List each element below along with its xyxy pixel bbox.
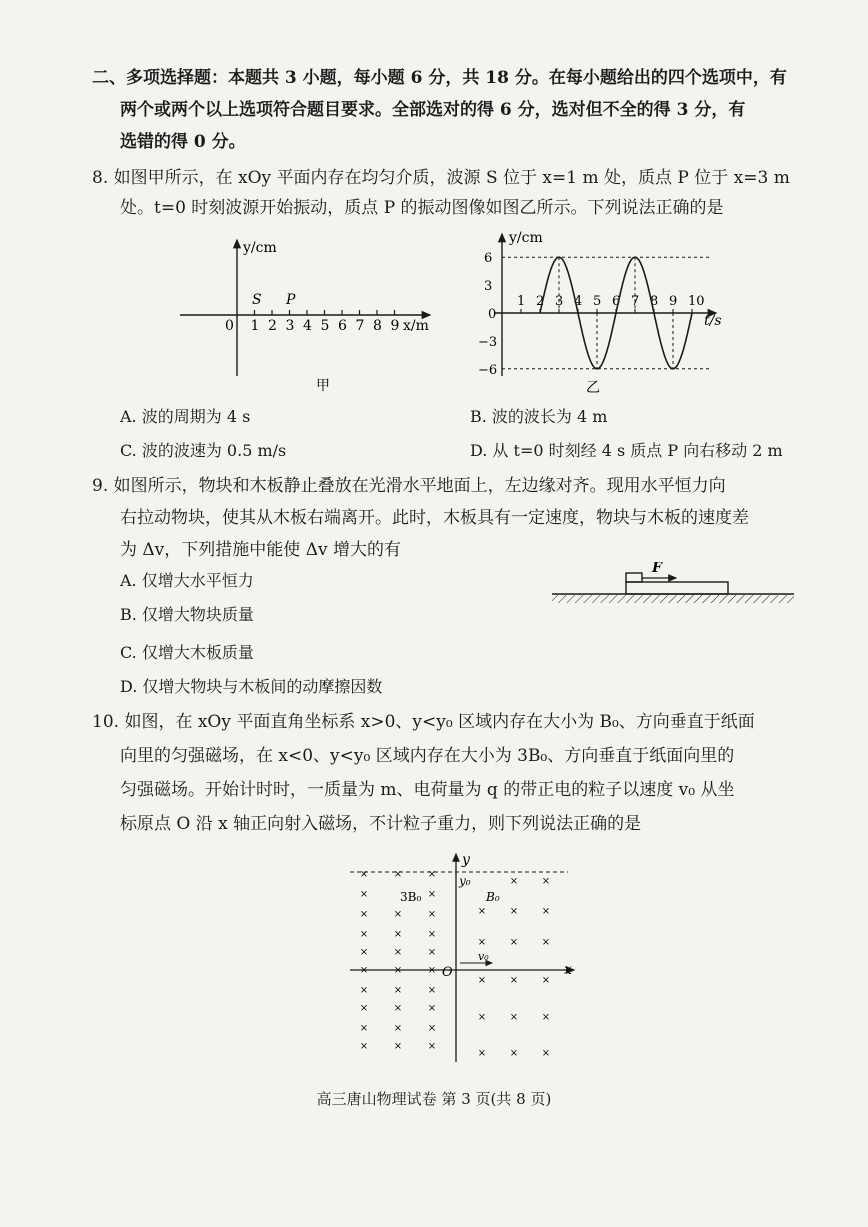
q10-stem-line4: 标原点 O 沿 x 轴正向射入磁场，不计粒子重力，则下列说法正确的是 [120, 814, 642, 834]
q9-stem-line1: 9. 如图所示，物块和木板静止叠放在光滑水平地面上，左边缘对齐。现用水平恒力向 [92, 476, 726, 496]
field-cross: × [477, 937, 487, 948]
x-axis-label: x [564, 962, 572, 978]
y-tick-label: −3 [478, 334, 498, 350]
label-p: P [286, 292, 296, 308]
velocity-label: v₀ [478, 950, 489, 963]
q8-figure-jia [180, 228, 450, 398]
t-tick-label: 7 [631, 294, 640, 309]
field-cross: × [393, 1023, 403, 1034]
x-tick-label: 4 [303, 318, 312, 334]
field-cross: × [359, 965, 369, 976]
field-cross: × [541, 876, 551, 887]
t-tick-label: 10 [688, 294, 705, 309]
q8-option-b[interactable]: B. 波的波长为 4 m [470, 407, 608, 426]
field-cross: × [477, 1048, 487, 1059]
field-cross: × [427, 985, 437, 996]
ground-hatch [552, 595, 794, 603]
label-s: S [252, 292, 262, 308]
field-cross: × [509, 876, 519, 887]
q8-stem-line1: 8. 如图甲所示，在 xOy 平面内存在均匀介质，波源 S 位于 x=1 m 处，质点 P 位于 x=3 m [92, 168, 790, 188]
field-cross: × [393, 929, 403, 940]
q9-stem-line2: 右拉动物块，使其从木板右端离开。此时，木板具有一定速度，物块与木板的速度差 [120, 508, 749, 528]
q8-option-c[interactable]: C. 波的波速为 0.5 m/s [120, 441, 287, 460]
field-cross: × [427, 947, 437, 958]
x-axis-label: x/m [403, 318, 429, 334]
y-axis-label: y/cm [243, 240, 277, 256]
t-tick-label: 6 [612, 294, 621, 309]
x-tick-label: 6 [338, 318, 347, 334]
q8-stem-line2: 处。t=0 时刻波源开始振动，质点 P 的振动图像如图乙所示。下列说法正确的是 [120, 198, 724, 218]
field-cross: × [359, 985, 369, 996]
field-cross: × [427, 909, 437, 920]
field-left-label: 3B₀ [400, 890, 422, 904]
field-right-label: B₀ [486, 890, 500, 904]
field-cross: × [427, 869, 437, 880]
y-tick-label: 3 [484, 279, 493, 295]
field-cross: × [359, 869, 369, 880]
field-cross: × [359, 1003, 369, 1014]
section-heading-line2: 两个或两个以上选项符合题目要求。全部选对的得 6 分，选对但不全的得 3 分，有 [120, 100, 746, 120]
q8-figure-yi [476, 226, 746, 398]
q10-stem-line2: 向里的匀强磁场，在 x<0、y<y₀ 区域内存在大小为 3B₀、方向垂直于纸面向里的 [120, 746, 735, 766]
field-cross: × [393, 869, 403, 880]
section-heading-line3: 选错的得 0 分。 [120, 132, 246, 152]
field-cross: × [393, 985, 403, 996]
x-tick-label: 3 [285, 318, 295, 334]
x-tick-label: 1 [250, 318, 260, 334]
x-tick-label: 8 [373, 318, 382, 334]
field-cross: × [541, 1012, 551, 1023]
field-cross: × [359, 909, 369, 920]
field-cross: × [541, 906, 551, 917]
t-tick-label: 8 [650, 294, 659, 309]
page-footer: 高三唐山物理试卷 第 3 页(共 8 页) [316, 1090, 552, 1108]
field-cross: × [509, 1048, 519, 1059]
field-cross: × [509, 1012, 519, 1023]
board [626, 582, 728, 594]
x-tick-label: 9 [390, 318, 400, 334]
t-tick-label: 1 [517, 294, 526, 309]
x-tick-label: 5 [320, 318, 330, 334]
force-label: F [652, 562, 662, 576]
origin-label: 0 [225, 318, 234, 334]
t-tick-label: 5 [593, 294, 602, 309]
t-tick-label: 3 [555, 294, 564, 309]
field-cross: × [509, 937, 519, 948]
q8-option-a[interactable]: A. 波的周期为 4 s [120, 407, 251, 426]
x-tick-label: 2 [268, 318, 277, 334]
q9-option-c[interactable]: C. 仅增大木板质量 [120, 643, 254, 662]
field-cross: × [541, 1048, 551, 1059]
figure-caption: 甲 [316, 378, 330, 394]
field-cross: × [509, 975, 519, 986]
field-cross: × [393, 947, 403, 958]
field-cross: × [427, 965, 437, 976]
figure-caption: 乙 [586, 380, 600, 396]
q9-option-b[interactable]: B. 仅增大物块质量 [120, 605, 254, 624]
q10-stem-line3: 匀强磁场。开始计时时，一质量为 m、电荷量为 q 的带正电的粒子以速度 v₀ 从坐 [120, 780, 735, 800]
field-cross: × [359, 947, 369, 958]
field-cross: × [541, 937, 551, 948]
field-cross: × [393, 1003, 403, 1014]
q9-option-a[interactable]: A. 仅增大水平恒力 [120, 571, 254, 590]
section-heading-line1: 二、多项选择题：本题共 3 小题，每小题 6 分，共 18 分。在每小题给出的四个选项中，有 [92, 68, 787, 88]
field-cross: × [427, 929, 437, 940]
x-tick-label: 7 [355, 318, 365, 334]
t-tick-label: 4 [574, 294, 583, 309]
q9-figure [548, 562, 798, 618]
origin-label: O [442, 965, 453, 980]
q10-stem-line1: 10. 如图，在 xOy 平面直角坐标系 x>0、y<y₀ 区域内存在大小为 B₀、方向垂直于纸面 [92, 712, 755, 732]
field-cross: × [427, 1003, 437, 1014]
t-tick-label: 2 [536, 294, 545, 309]
q9-stem-line3: 为 Δv，下列措施中能使 Δv 增大的有 [120, 540, 401, 560]
y0-label: y₀ [459, 874, 471, 888]
field-cross: × [477, 1012, 487, 1023]
field-cross: × [359, 929, 369, 940]
field-cross: × [427, 889, 437, 900]
t-axis-label: t/s [704, 313, 722, 329]
field-cross: × [509, 906, 519, 917]
t-tick-label: 9 [669, 294, 678, 309]
field-cross: × [393, 965, 403, 976]
field-cross: × [477, 975, 487, 986]
field-cross: × [359, 889, 369, 900]
y-tick-label: −6 [478, 362, 498, 378]
y-axis-label: y/cm [509, 230, 543, 246]
y-tick-label: 6 [484, 251, 493, 267]
field-cross: × [359, 1023, 369, 1034]
q9-option-d[interactable]: D. 仅增大物块与木板间的动摩擦因数 [120, 677, 383, 696]
field-cross: × [359, 1041, 369, 1052]
field-cross: × [477, 906, 487, 917]
q10-figure [346, 848, 586, 1068]
block [626, 573, 642, 582]
field-cross: × [393, 1041, 403, 1052]
field-cross: × [427, 1041, 437, 1052]
field-cross: × [541, 975, 551, 986]
origin-label: 0 [488, 307, 497, 322]
field-cross: × [427, 1023, 437, 1034]
field-cross: × [393, 909, 403, 920]
q8-option-d[interactable]: D. 从 t=0 时刻经 4 s 质点 P 向右移动 2 m [470, 441, 783, 460]
y-axis-label: y [462, 852, 470, 868]
